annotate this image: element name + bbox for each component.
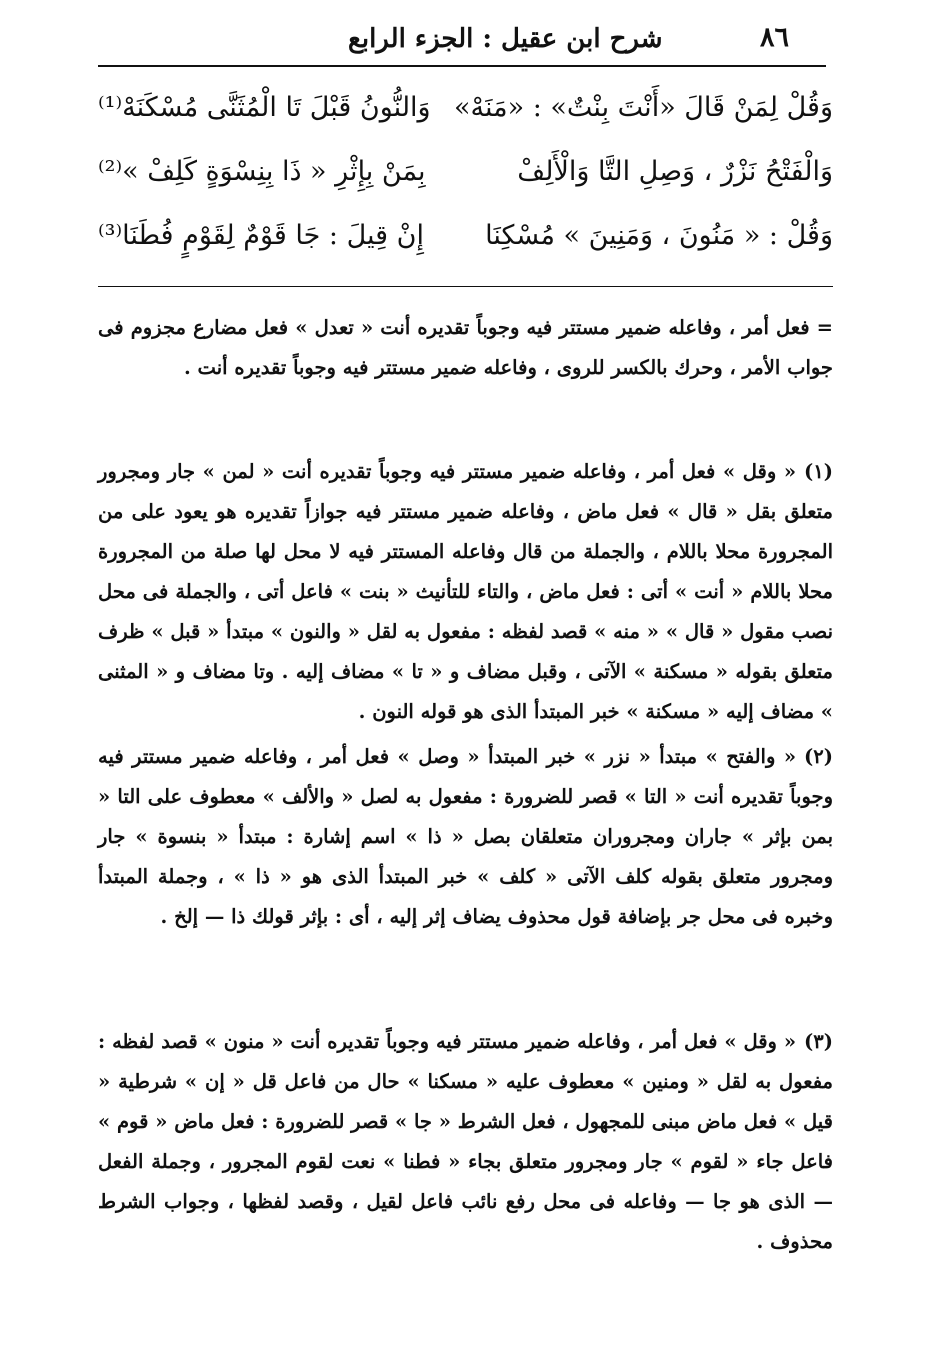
verse-line [98,148,833,212]
verse-hemistich-first: وَقُلْ لِمَنْ قَالَ «أَنْتَ بِنْتٌ» : «مَنَهْ» [454,92,833,123]
footnote-text: « وقل » فعل أمر ، وفاعله ضمير مستتر فيه وجوباً تقديره أنت « لمن » جار ومجرور متعلق بقل « قال » فعل ماض ، وفاعله ضمير مستتر فيه جوازاً تقديره هو يعود على من المجرورة محلا باللام ، والجملة من قال وفاعله المستتر فيه لا محل لها صلة من المجرورة محلا باللام « أنت » أتى : فعل ماض ، والتاء للتأنيث « بنت » فاعل أتى ، والجملة فى محل نصب مقول « قال » « منه » قصد لفظه : مفعول به لقل « والنون » مبتدأ « قبل » ظرف متعلق بقوله « مسكنة » الآتى ، وقبل مضاف و « تا » مضاف إليه . وتا مضاف و « المثنى » مضاف إليه « مسكنة » خبر المبتدأ الذى هو قوله النون . [98,460,833,723]
verse-line [98,212,833,276]
verse-hemistich-first: وَقُلْ : « مَنُونَ ، وَمَنِينَ » مُسْكِنَا [485,220,833,251]
verse-hemistich-second: إِنْ قِيلَ : جَا قَوْمٌ لِقَوْمٍ فُطَنَا⁽³⁾ [98,220,424,251]
footnote-text: « وقل » فعل أمر ، وفاعله ضمير مستتر فيه وجوباً تقديره أنت « منون » قصد لفظه : مفعول به لقل « ومنين » معطوف عليه « مسكنا » حال من فاعل قل « إن » شرطية « قيل » فعل ماض مبنى للمجهول ، فعل الشرط « جا » قصر للضرورة : فعل ماض « قوم » فاعل جاء « لقوم » جار ومجرور متعلق بجاء « فطنا » نعت لقوم المجرور ، وجملة الفعل — الذى هو جا — وفاعله فى محل رفع نائب فاعل لقيل ، وقصد لفظها ، وجواب الشرط محذوف . [98,1030,833,1253]
verse-hemistich-first: وَالْفَتْحُ نَزْرٌ ، وَصِلِ التَّا وَالْأَلِفْ [517,156,833,187]
running-title: شرح ابن عقيل : الجزء الرابع [348,24,663,54]
footnote-text: « والفتح » مبتدأ « نزر » خبر المبتدأ « وصل » فعل أمر ، وفاعله ضمير مستتر فيه وجوباً تقديره أنت « التا » قصر للضرورة : مفعول به لصل « والألف » معطوف على التا « بمن بإثر » جاران ومجروران متعلقان بصل « ذا » اسم إشارة : مبتدأ « بنسوة » جار ومجرور متعلق بقوله كلف الآتى « كلف » خبر المبتدأ الذى هو « ذا » ، وجملة المبتدأ وخبره فى محل جر بإضافة قول محذوف يضاف إثر إليه ، أى : بإثر قولك ذا — إلخ . [98,745,833,928]
footnote-number: (٣) [804,1030,833,1053]
verse-hemistich-second: بِمَنْ بِإِثْرِ « ذَا بِنِسْوَةٍ كَلِفْ »⁽²⁾ [98,156,426,187]
verse-line [98,84,833,148]
footnote-3 [98,1022,833,1262]
footnote-number: (٢) [804,745,833,768]
page-number: ٨٦ [760,22,790,53]
footnote-2 [98,737,833,937]
verse-block [98,84,833,276]
footnote-1 [98,452,833,732]
page-header [98,22,807,64]
header-divider [98,65,826,67]
footnote-divider [98,286,833,287]
verse-hemistich-second: وَالنُّونُ قَبْلَ تَا الْمُثَنَّى مُسْكَنَهْ⁽¹⁾ [98,92,431,123]
footnote-number: (١) [804,460,833,483]
continued-footnote: = فعل أمر ، وفاعله ضمير مستتر فيه وجوباً تقديره أنت « تعدل » فعل مضارع مجزوم فى جواب الأمر ، وحرك بالكسر للروى ، وفاعله ضمير مستتر فيه وجوباً تقديره أنت . [98,316,833,379]
